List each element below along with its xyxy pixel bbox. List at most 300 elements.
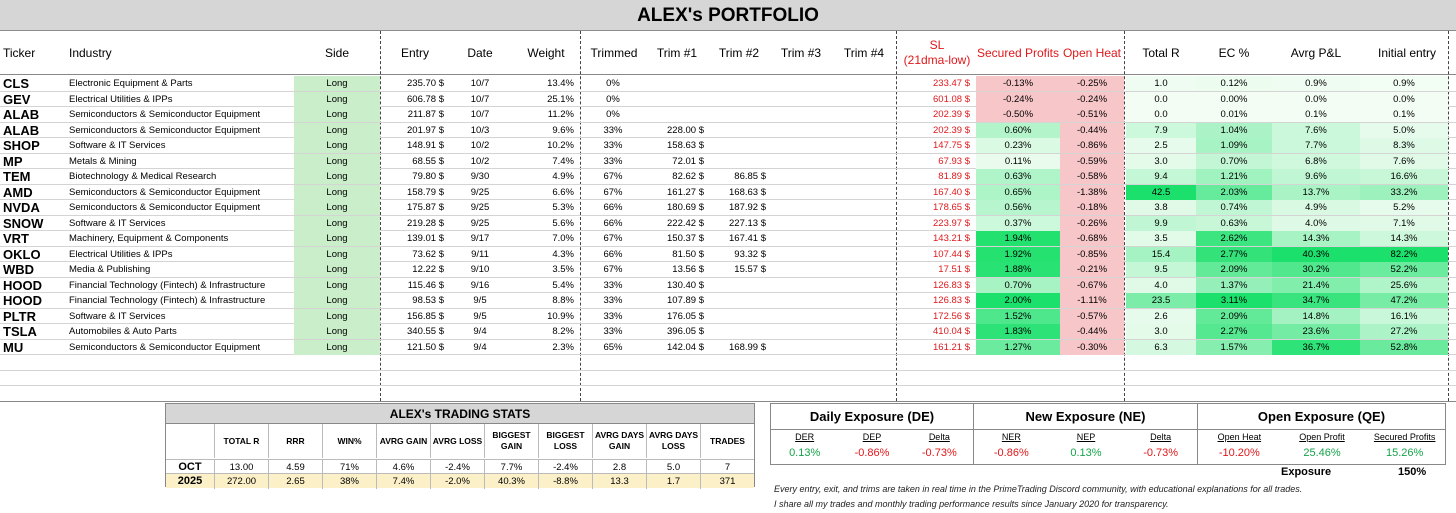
- cell-side: Long: [294, 324, 380, 339]
- stats-row-label: 2025: [177, 475, 203, 487]
- col-side[interactable]: Side: [324, 45, 350, 60]
- cell-weight: 25.1%: [547, 93, 574, 105]
- cell-ticker: HOOD: [3, 277, 42, 293]
- cell-heat: -0.21%: [1060, 262, 1124, 277]
- cell-trimmed: 0%: [606, 93, 620, 105]
- cell-weight: 9.6%: [552, 124, 574, 136]
- cell-secured: 0.37%: [976, 216, 1060, 231]
- cell-heat: -0.85%: [1060, 247, 1124, 262]
- exposure-label: Delta: [1150, 432, 1172, 442]
- cell-weight: 8.8%: [552, 295, 574, 306]
- cell-initial: 8.3%: [1360, 138, 1448, 153]
- cell-industry: Semiconductors & Semiconductor Equipment: [69, 124, 261, 136]
- cell-initial: 47.2%: [1360, 293, 1448, 308]
- stats-header: BIGGEST GAIN: [484, 424, 538, 458]
- cell-trim2: [708, 293, 770, 308]
- cell-industry: Electronic Equipment & Parts: [69, 78, 193, 89]
- cell-heat: -0.59%: [1060, 154, 1124, 169]
- col-industry[interactable]: Industry: [69, 45, 112, 60]
- cell-date: 9/25: [470, 186, 490, 198]
- cell-heat: -0.44%: [1060, 123, 1124, 138]
- cell-trim1: 13.56 $: [672, 264, 704, 275]
- cell-side: Long: [294, 92, 380, 107]
- cell-weight: 5.6%: [552, 217, 574, 229]
- cell-side: Long: [294, 231, 380, 246]
- cell-secured: 0.23%: [976, 138, 1060, 153]
- cell-total-r: 42.5: [1126, 185, 1196, 200]
- cell-total-r: 7.9: [1126, 123, 1196, 138]
- cell-heat: -0.25%: [1060, 76, 1124, 91]
- cell-trimmed: 66%: [603, 217, 623, 229]
- cell-ec: 0.01%: [1196, 107, 1272, 122]
- stats-value: 2.65: [268, 474, 322, 489]
- stats-value: 40.3%: [484, 474, 538, 489]
- cell-avg-pl: 7.6%: [1272, 123, 1360, 138]
- cell-avg-pl: 34.7%: [1272, 293, 1360, 308]
- cell-side: Long: [294, 216, 380, 231]
- cell-sl: 17.51 $: [938, 264, 970, 275]
- cell-date: 9/4: [473, 341, 487, 353]
- cell-avg-pl: 9.6%: [1272, 169, 1360, 184]
- exposure-group: [771, 404, 973, 464]
- cell-total-r: 0.0: [1126, 107, 1196, 122]
- cell-ec: 2.09%: [1196, 309, 1272, 324]
- table-row[interactable]: [0, 340, 1456, 356]
- cell-weight: 4.9%: [552, 171, 574, 182]
- cell-trimmed: 66%: [603, 248, 623, 260]
- cell-industry: Semiconductors & Semiconductor Equipment: [69, 186, 261, 198]
- cell-side: Long: [294, 247, 380, 262]
- cell-sl: 67.93 $: [938, 155, 970, 167]
- cell-avg-pl: 23.6%: [1272, 324, 1360, 339]
- cell-date: 10/3: [470, 124, 490, 136]
- cell-secured: -0.13%: [976, 76, 1060, 91]
- stats-header: WIN%: [322, 424, 376, 458]
- col-secured[interactable]: Secured Profits: [976, 45, 1060, 60]
- cell-initial: 0.0%: [1360, 92, 1448, 107]
- cell-side: Long: [294, 200, 380, 215]
- cell-secured: 0.60%: [976, 123, 1060, 138]
- cell-entry: 12.22 $: [412, 264, 444, 275]
- cell-trim2: 187.92 $: [729, 202, 766, 213]
- cell-sl: 601.08 $: [933, 93, 970, 105]
- col-initial[interactable]: Initial entry: [1377, 45, 1437, 60]
- cell-initial: 27.2%: [1360, 324, 1448, 339]
- table-row[interactable]: [0, 262, 1456, 278]
- cell-trim1: [646, 76, 708, 91]
- cell-entry: 79.80 $: [412, 171, 444, 182]
- stats-value: 272.00: [214, 474, 268, 489]
- stats-value: 7: [700, 460, 754, 475]
- cell-industry: Media & Publishing: [69, 264, 151, 275]
- cell-weight: 7.0%: [552, 233, 574, 244]
- cell-secured: 0.70%: [976, 278, 1060, 293]
- cell-total-r: 3.5: [1126, 231, 1196, 246]
- cell-initial: 0.9%: [1360, 76, 1448, 91]
- cell-ec: 1.57%: [1196, 340, 1272, 355]
- cell-side: Long: [294, 293, 380, 308]
- stats-header: AVRG LOSS: [430, 424, 484, 458]
- table-row[interactable]: [0, 216, 1456, 232]
- cell-ec: 2.09%: [1196, 262, 1272, 277]
- exposure-label: Secured Profits: [1373, 432, 1436, 442]
- exposure-label: NEP: [1076, 432, 1096, 442]
- cell-weight: 6.6%: [552, 186, 574, 198]
- col-heat[interactable]: Open Heat: [1062, 45, 1122, 60]
- col-avg-pl[interactable]: Avrg P&L: [1290, 45, 1342, 60]
- cell-secured: 0.56%: [976, 200, 1060, 215]
- col-ticker[interactable]: Ticker: [3, 45, 36, 60]
- cell-trim1: 396.05 $: [667, 326, 704, 337]
- table-row[interactable]: [0, 293, 1456, 309]
- cell-entry: 98.53 $: [412, 295, 444, 306]
- col-ec[interactable]: EC %: [1218, 45, 1250, 60]
- cell-date: 9/11: [471, 248, 489, 260]
- cell-industry: Financial Technology (Fintech) & Infrastructure: [69, 279, 266, 291]
- exposure-label: Open Heat: [1217, 432, 1262, 442]
- cell-avg-pl: 36.7%: [1272, 340, 1360, 355]
- exposure-group-title: Daily Exposure (DE): [771, 404, 973, 430]
- cell-trim1: 222.42 $: [667, 217, 704, 229]
- cell-total-r: 6.3: [1126, 340, 1196, 355]
- cell-trim2: [708, 107, 770, 122]
- cell-sl: 147.75 $: [933, 140, 970, 151]
- cell-side: Long: [294, 278, 380, 293]
- cell-secured: 1.27%: [976, 340, 1060, 355]
- cell-entry: 219.28 $: [407, 217, 444, 229]
- cell-trim2: [708, 278, 770, 293]
- cell-industry: Semiconductors & Semiconductor Equipment: [69, 109, 261, 120]
- cell-date: 10/7: [470, 109, 490, 120]
- cell-industry: Semiconductors & Semiconductor Equipment: [69, 341, 261, 353]
- table-row[interactable]: [0, 324, 1456, 340]
- cell-avg-pl: 4.9%: [1272, 200, 1360, 215]
- exposure-value: -10.20%: [1218, 447, 1260, 459]
- exposure-value: 15.26%: [1386, 447, 1424, 459]
- stats-value: 4.59: [268, 460, 322, 475]
- cell-date: 9/4: [473, 326, 487, 337]
- cell-date: 10/2: [470, 155, 490, 167]
- cell-ticker: MU: [3, 339, 24, 355]
- cell-industry: Metals & Mining: [69, 155, 137, 167]
- cell-ec: 0.74%: [1196, 200, 1272, 215]
- cell-entry: 340.55 $: [407, 326, 444, 337]
- cell-weight: 10.9%: [547, 310, 574, 322]
- cell-industry: Electrical Utilities & IPPs: [69, 93, 173, 105]
- exposure-group-title: Open Exposure (QE): [1198, 404, 1445, 430]
- cell-ec: 0.00%: [1196, 92, 1272, 107]
- cell-weight: 5.4%: [552, 279, 574, 291]
- cell-avg-pl: 0.1%: [1272, 107, 1360, 122]
- cell-total-r: 9.9: [1126, 216, 1196, 231]
- cell-heat: -0.18%: [1060, 200, 1124, 215]
- col-date[interactable]: Date: [467, 45, 493, 60]
- cell-trimmed: 33%: [603, 310, 623, 322]
- cell-ec: 1.09%: [1196, 138, 1272, 153]
- stats-header: RRR: [268, 424, 322, 458]
- stats-row: [166, 459, 754, 474]
- exposure-panel: [770, 403, 1446, 465]
- exposure-label: DER: [795, 432, 815, 442]
- cell-ticker: VRT: [3, 231, 29, 246]
- col-entry[interactable]: Entry: [400, 45, 429, 60]
- cell-date: 10/7: [470, 78, 490, 89]
- cell-ec: 2.62%: [1196, 231, 1272, 246]
- table-row[interactable]: [0, 76, 1456, 92]
- table-bottom-border: [0, 401, 1456, 402]
- cell-entry: 158.79 $: [407, 186, 444, 198]
- cell-trimmed: 33%: [603, 124, 623, 136]
- table-row[interactable]: [0, 247, 1456, 263]
- table-row[interactable]: [0, 185, 1456, 201]
- cell-side: Long: [294, 340, 380, 355]
- stats-value: 7.7%: [484, 460, 538, 475]
- cell-trim2: 227.13 $: [729, 217, 766, 229]
- cell-sl: 202.39 $: [933, 124, 970, 136]
- cell-sl: 233.47 $: [933, 78, 970, 89]
- cell-side: Long: [294, 154, 380, 169]
- cell-ticker: SHOP: [3, 138, 40, 153]
- col-trimmed[interactable]: Trimmed: [590, 45, 638, 60]
- col-trim1[interactable]: Trim #1: [656, 45, 698, 60]
- cell-total-r: 3.0: [1126, 324, 1196, 339]
- cell-date: 9/10: [470, 264, 490, 275]
- cell-industry: Software & IT Services: [69, 310, 166, 322]
- exposure-value: -0.86%: [854, 447, 890, 459]
- cell-weight: 10.2%: [547, 140, 574, 151]
- cell-heat: -0.68%: [1060, 231, 1124, 246]
- stats-value: 5.0: [646, 460, 700, 475]
- cell-heat: -1.38%: [1060, 185, 1124, 200]
- cell-total-r: 9.4: [1126, 169, 1196, 184]
- cell-trim2: [708, 324, 770, 339]
- table-row[interactable]: [0, 123, 1456, 139]
- cell-avg-pl: 40.3%: [1272, 247, 1360, 262]
- col-total-r[interactable]: Total R: [1142, 45, 1180, 60]
- col-trim2[interactable]: Trim #2: [718, 45, 760, 60]
- exposure-label: Open Profit: [1299, 432, 1345, 442]
- cell-industry: Electrical Utilities & IPPs: [69, 248, 173, 260]
- cell-sl: 143.21 $: [933, 233, 970, 244]
- cell-trim1: 180.69 $: [667, 202, 704, 213]
- cell-date: 10/2: [470, 140, 490, 151]
- cell-side: Long: [294, 107, 380, 122]
- cell-industry: Financial Technology (Fintech) & Infrastructure: [69, 295, 266, 306]
- cell-industry: Machinery, Equipment & Components: [69, 233, 229, 244]
- cell-trim2: 15.57 $: [734, 264, 766, 275]
- cell-ec: 1.04%: [1196, 123, 1272, 138]
- cell-entry: 148.91 $: [407, 140, 444, 151]
- cell-initial: 5.0%: [1360, 123, 1448, 138]
- cell-industry: Software & IT Services: [69, 217, 166, 229]
- cell-initial: 14.3%: [1360, 231, 1448, 246]
- cell-trim1: 161.27 $: [667, 186, 704, 198]
- cell-sl: 107.44 $: [933, 248, 970, 260]
- stats-value: -8.8%: [538, 474, 592, 489]
- table-row[interactable]: [0, 154, 1456, 170]
- cell-sl: 167.40 $: [933, 186, 970, 198]
- stats-value: 71%: [322, 460, 376, 475]
- cell-ticker: SNOW: [3, 215, 44, 231]
- cell-sl: 202.39 $: [933, 109, 970, 120]
- cell-entry: 139.01 $: [407, 233, 444, 244]
- cell-heat: -0.57%: [1060, 309, 1124, 324]
- cell-initial: 52.2%: [1360, 262, 1448, 277]
- trading-stats-panel: [165, 403, 755, 487]
- cell-ticker: OKLO: [3, 246, 41, 262]
- cell-date: 10/7: [470, 93, 490, 105]
- stats-value: 371: [700, 474, 754, 489]
- cell-entry: 115.46 $: [407, 279, 444, 291]
- table-row[interactable]: [0, 278, 1456, 294]
- cell-ticker: TSLA: [3, 324, 37, 339]
- cell-avg-pl: 30.2%: [1272, 262, 1360, 277]
- stats-value: -2.4%: [538, 460, 592, 475]
- cell-ticker: NVDA: [3, 200, 40, 215]
- cell-ec: 0.70%: [1196, 154, 1272, 169]
- cell-secured: 1.83%: [976, 324, 1060, 339]
- cell-initial: 52.8%: [1360, 340, 1448, 355]
- stats-header: TOTAL R: [214, 424, 268, 458]
- exposure-value: 0.13%: [1070, 447, 1102, 459]
- cell-trim1: 158.63 $: [667, 140, 704, 151]
- cell-trim2: [708, 76, 770, 91]
- exposure-value: 0.13%: [789, 447, 821, 459]
- cell-secured: 1.92%: [976, 247, 1060, 262]
- cell-initial: 25.6%: [1360, 278, 1448, 293]
- empty-row: [0, 386, 1456, 402]
- exposure-value: -0.73%: [921, 447, 957, 459]
- cell-weight: 3.5%: [552, 264, 574, 275]
- footnote-1: Every entry, exit, and trims are taken in real time in the PrimeTrading Discord community, with educational explanations for all trades.: [774, 484, 1303, 494]
- cell-trim1: 176.05 $: [667, 310, 704, 322]
- cell-trim2: 168.63 $: [729, 186, 766, 198]
- cell-total-r: 23.5: [1126, 293, 1196, 308]
- exposure-value: 25.46%: [1303, 447, 1341, 459]
- cell-trim2: [708, 309, 770, 324]
- cell-total-r: 2.5: [1126, 138, 1196, 153]
- stats-value: 7.4%: [376, 474, 430, 489]
- cell-secured: 1.94%: [976, 231, 1060, 246]
- cell-entry: 211.87 $: [407, 109, 444, 120]
- cell-entry: 68.55 $: [412, 155, 444, 167]
- cell-secured: 0.11%: [976, 154, 1060, 169]
- cell-avg-pl: 21.4%: [1272, 278, 1360, 293]
- cell-side: Long: [294, 76, 380, 91]
- cell-ticker: GEV: [3, 91, 31, 107]
- cell-ticker: WBD: [3, 262, 35, 277]
- exposure-value: -0.73%: [1143, 447, 1179, 459]
- cell-heat: -0.51%: [1060, 107, 1124, 122]
- cell-trim2: 168.99 $: [729, 341, 766, 353]
- cell-ec: 2.03%: [1196, 185, 1272, 200]
- col-sl[interactable]: [898, 31, 976, 75]
- footnote-2: I share all my trades and monthly trading performance results since January 2020 for transparency.: [774, 499, 1169, 509]
- cell-ticker: AMD: [3, 184, 33, 200]
- cell-initial: 16.1%: [1360, 309, 1448, 324]
- cell-initial: 16.6%: [1360, 169, 1448, 184]
- cell-industry: Automobiles & Auto Parts: [69, 326, 177, 337]
- cell-heat: -0.44%: [1060, 324, 1124, 339]
- table-row[interactable]: [0, 138, 1456, 154]
- cell-trim2: [708, 92, 770, 107]
- cell-avg-pl: 4.0%: [1272, 216, 1360, 231]
- cell-initial: 7.1%: [1360, 216, 1448, 231]
- cell-trim1: 130.40 $: [667, 279, 704, 291]
- exposure-label: NER: [1001, 432, 1021, 442]
- cell-secured: -0.24%: [976, 92, 1060, 107]
- cell-entry: 73.62 $: [412, 248, 444, 260]
- col-trim4[interactable]: Trim #4: [843, 45, 885, 60]
- cell-date: 9/5: [473, 295, 487, 306]
- cell-avg-pl: 7.7%: [1272, 138, 1360, 153]
- table-row[interactable]: [0, 169, 1456, 185]
- stats-value: 38%: [322, 474, 376, 489]
- cell-avg-pl: 0.9%: [1272, 76, 1360, 91]
- stats-value: 1.7: [646, 474, 700, 489]
- exposure-label: Delta: [928, 432, 950, 442]
- cell-trimmed: 33%: [603, 326, 623, 337]
- cell-industry: Semiconductors & Semiconductor Equipment: [69, 202, 261, 213]
- table-row[interactable]: [0, 107, 1456, 123]
- cell-weight: 5.3%: [552, 202, 574, 213]
- cell-sl: 172.56 $: [933, 310, 970, 322]
- cell-date: 9/30: [470, 171, 490, 182]
- cell-industry: Software & IT Services: [69, 140, 166, 151]
- stats-header: AVRG DAYS GAIN: [592, 424, 646, 458]
- cell-sl: 161.21 $: [933, 341, 970, 353]
- cell-ec: 3.11%: [1196, 293, 1272, 308]
- cell-entry: 175.87 $: [407, 202, 444, 213]
- cell-initial: 0.1%: [1360, 107, 1448, 122]
- table-row[interactable]: [0, 231, 1456, 247]
- cell-total-r: 3.0: [1126, 154, 1196, 169]
- cell-trim2: [708, 123, 770, 138]
- cell-trim2: 167.41 $: [729, 233, 766, 244]
- cell-trim1: 142.04 $: [667, 341, 704, 353]
- cell-ticker: PLTR: [3, 308, 36, 324]
- table-row[interactable]: [0, 200, 1456, 216]
- cell-side: Long: [294, 169, 380, 184]
- cell-total-r: 0.0: [1126, 92, 1196, 107]
- table-row[interactable]: [0, 92, 1456, 108]
- cell-total-r: 3.8: [1126, 200, 1196, 215]
- exposure-total-label: Exposure: [1281, 466, 1332, 478]
- cell-ticker: CLS: [3, 76, 29, 91]
- exposure-label: DEP: [862, 432, 882, 442]
- cell-ec: 2.27%: [1196, 324, 1272, 339]
- stats-value: 13.00: [214, 460, 268, 475]
- cell-date: 9/5: [473, 310, 487, 322]
- cell-sl: 178.65 $: [933, 202, 970, 213]
- cell-avg-pl: 13.7%: [1272, 185, 1360, 200]
- cell-entry: 121.50 $: [407, 341, 444, 353]
- table-row[interactable]: [0, 309, 1456, 325]
- cell-trimmed: 66%: [603, 202, 623, 213]
- cell-avg-pl: 14.3%: [1272, 231, 1360, 246]
- cell-trim1: [646, 107, 708, 122]
- cell-side: Long: [294, 262, 380, 277]
- cell-avg-pl: 0.0%: [1272, 92, 1360, 107]
- cell-ticker: ALAB: [3, 122, 40, 138]
- col-trim3[interactable]: Trim #3: [780, 45, 822, 60]
- stats-value: -2.4%: [430, 460, 484, 475]
- cell-trimmed: 33%: [603, 279, 623, 291]
- cell-ec: 2.77%: [1196, 247, 1272, 262]
- cell-secured: 1.88%: [976, 262, 1060, 277]
- col-weight[interactable]: Weight: [527, 45, 565, 60]
- cell-weight: 8.2%: [552, 326, 574, 337]
